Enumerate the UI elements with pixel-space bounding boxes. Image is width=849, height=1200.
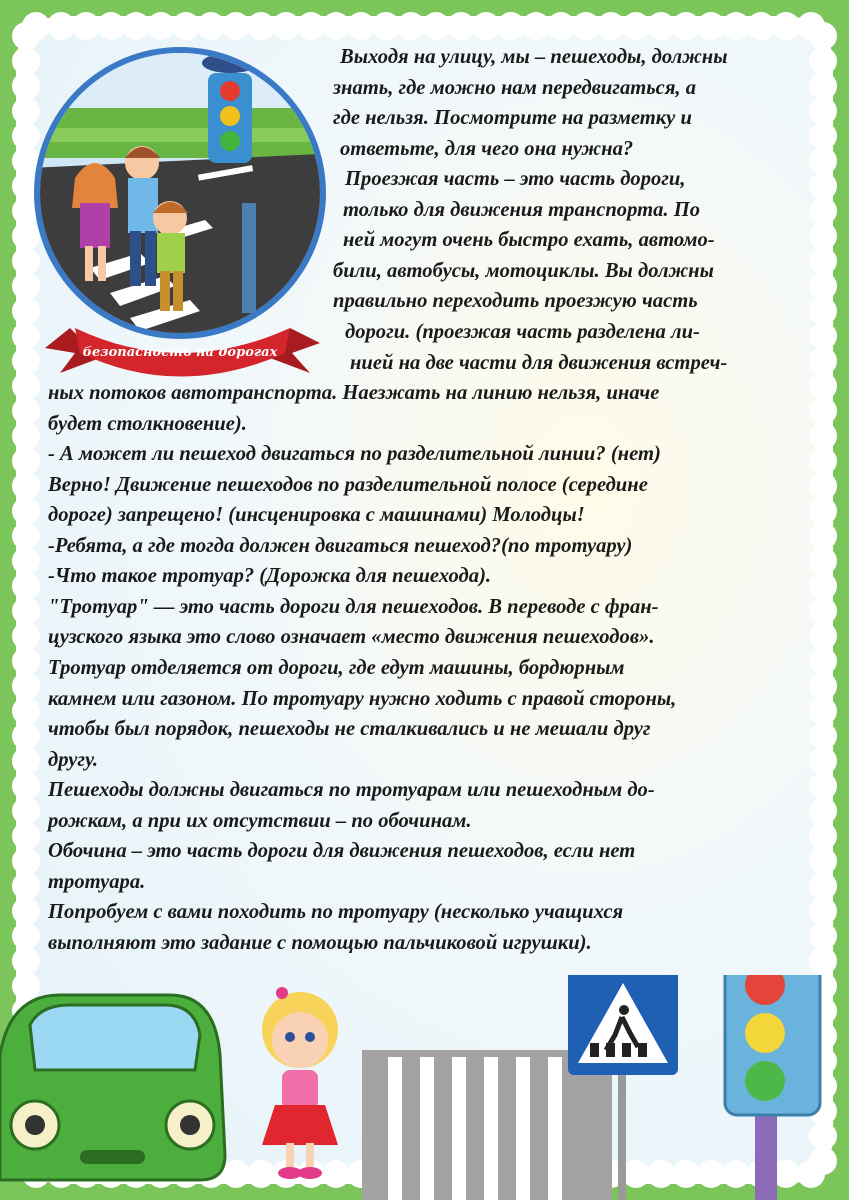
- text-line: Проезжая часть – это часть дороги,: [345, 168, 686, 191]
- text-line: били, автобусы, мотоциклы. Вы должны: [333, 259, 714, 282]
- text-line: "Тротуар" — это часть дороги для пешеходов. В переводе с фран-: [48, 595, 659, 618]
- text-line: -Что такое тротуар? (Дорожка для пешехода).: [48, 565, 492, 588]
- text-line: Пешеходы должны двигаться по тротуарам или пешеходным до-: [48, 779, 655, 802]
- text-line: дороги. (проезжая часть разделена ли-: [345, 320, 700, 343]
- text-line: выполняют это задание с помощью пальчиковой игрушки).: [48, 931, 592, 954]
- text-line: -Ребята, а где тогда должен двигаться пешеход?(по тротуару): [48, 534, 633, 557]
- bottom-illustrations: [0, 975, 849, 1200]
- text-line: другу.: [48, 748, 98, 771]
- text-line: тротуара.: [48, 870, 146, 893]
- text-line: Верно! Движение пешеходов по разделительной полосе (середине: [48, 473, 648, 496]
- text-line: дороге) запрещено! (инсценировка с машинами) Молодцы!: [48, 504, 585, 527]
- text-line: цузского языка это слово означает «место движения пешеходов».: [48, 626, 655, 649]
- green-car-illustration: [0, 995, 225, 1180]
- emblem-ribbon-text: безопасность на дорогах: [82, 345, 278, 360]
- text-line: знать, где можно нам передвигаться, а: [333, 76, 697, 99]
- text-line: Выходя на улицу, мы – пешеходы, должны: [340, 46, 728, 68]
- text-line: Тротуар отделяется от дороги, где едут машины, бордюрным: [48, 657, 625, 679]
- text-line: рожкам, а при их отсутствии – по обочинам.: [48, 809, 472, 832]
- text-line: ней могут очень быстро ехать, автомо-: [343, 229, 715, 252]
- text-line: камнем или газоном. По тротуару нужно ходить с правой стороны,: [48, 687, 677, 710]
- text-line: ных потоков автотранспорта. Наезжать на линию нельзя, иначе: [48, 382, 660, 405]
- text-line: только для движения транспорта. По: [343, 198, 701, 221]
- text-line: - А может ли пешеход двигаться по разделительной линии? (нет): [48, 443, 661, 466]
- text-line: правильно переходить проезжую часть: [333, 290, 698, 313]
- text-line: будет столкновение).: [48, 412, 247, 435]
- text-line: ответьте, для чего она нужна?: [340, 137, 634, 160]
- text-line: где нельзя. Посмотрите на разметку и: [333, 107, 692, 130]
- text-line: чтобы был порядок, пешеходы не сталкивались и не мешали друг: [48, 718, 651, 741]
- text-line: Попробуем с вами походить по тротуару (несколько учащихся: [48, 901, 624, 924]
- girl-illustration: [262, 987, 338, 1179]
- text-line: Обочина – это часть дороги для движения пешеходов, если нет: [48, 840, 636, 863]
- traffic-light-snowman: [700, 975, 820, 1200]
- text-line: нией на две части для движения встреч-: [350, 351, 728, 374]
